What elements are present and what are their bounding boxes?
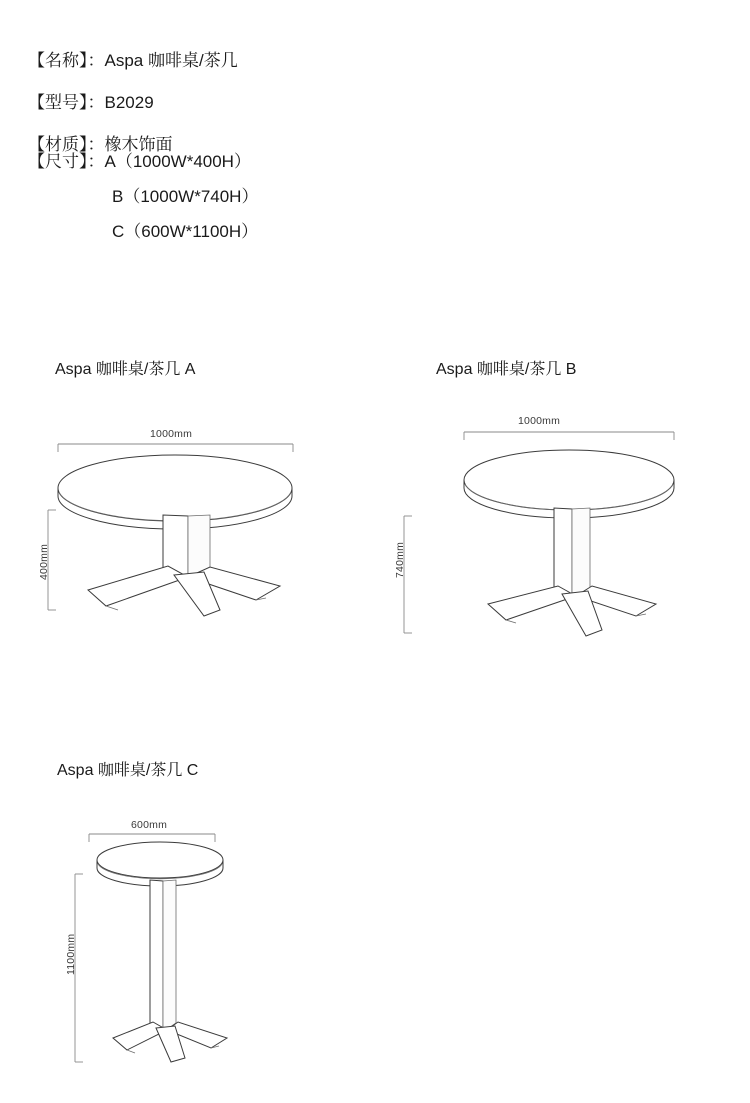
figure-b-drawing bbox=[386, 408, 706, 658]
column-b-right bbox=[572, 508, 590, 598]
dimension-line-b bbox=[28, 188, 628, 205]
figure-b-height-label: 740mm bbox=[394, 541, 406, 578]
dimension-line-a bbox=[28, 153, 628, 170]
dimension-line-c bbox=[28, 223, 628, 240]
figure-caption-b: Aspa 咖啡桌/茶几 B bbox=[436, 361, 577, 378]
figure-a-svg bbox=[28, 420, 348, 640]
dimension-value-c: C（600W*1100H） bbox=[112, 222, 259, 241]
spec-row-model bbox=[28, 94, 628, 111]
spec-value-material: 橡木饰面 bbox=[104, 135, 173, 154]
spec-value-model: B2029 bbox=[104, 93, 154, 112]
base-c-foot-left bbox=[127, 1050, 135, 1053]
base-a-leg-left bbox=[88, 566, 188, 606]
figure-c-width-label: 600mm bbox=[131, 819, 168, 831]
spec-label-material: 【材质】： bbox=[28, 135, 105, 154]
base-a-foot-left bbox=[106, 606, 118, 610]
figure-b-width-label: 1000mm bbox=[518, 415, 561, 427]
figure-caption-a: Aspa 咖啡桌/茶几 A bbox=[55, 361, 196, 378]
dimension-value-b: B（1000W*740H） bbox=[112, 187, 259, 206]
tabletop-c-top bbox=[97, 842, 223, 878]
spec-label-name: 【名称】： bbox=[28, 51, 105, 70]
figure-c-height-label: 1100mm bbox=[65, 933, 77, 975]
base-b-leg-left bbox=[488, 586, 576, 620]
figure-a-height-label: 400mm bbox=[38, 543, 50, 580]
column-c-right bbox=[163, 880, 176, 1032]
spec-row-name bbox=[28, 52, 628, 69]
spec-value-name: Aspa 咖啡桌/茶几 bbox=[104, 51, 238, 70]
figure-a-drawing bbox=[28, 420, 348, 640]
spec-label-model: 【型号】： bbox=[28, 93, 105, 112]
figure-caption-c: Aspa 咖啡桌/茶几 C bbox=[57, 762, 199, 779]
spec-label-dimensions: 【尺寸】： bbox=[28, 152, 105, 171]
figure-b-svg bbox=[386, 408, 706, 658]
column-c-left bbox=[150, 880, 163, 1032]
dimension-value-a: A（1000W*400H） bbox=[104, 152, 251, 171]
column-b-left bbox=[554, 508, 572, 598]
figure-c-drawing bbox=[55, 812, 335, 1082]
figure-a-width-label: 1000mm bbox=[150, 428, 193, 440]
product-spec-block bbox=[28, 52, 628, 258]
figure-c-svg bbox=[55, 812, 335, 1082]
base-c-leg-left bbox=[113, 1022, 167, 1050]
base-b-foot-left bbox=[506, 620, 516, 623]
spec-row-dimensions bbox=[28, 153, 628, 240]
spec-row-material bbox=[28, 136, 628, 153]
